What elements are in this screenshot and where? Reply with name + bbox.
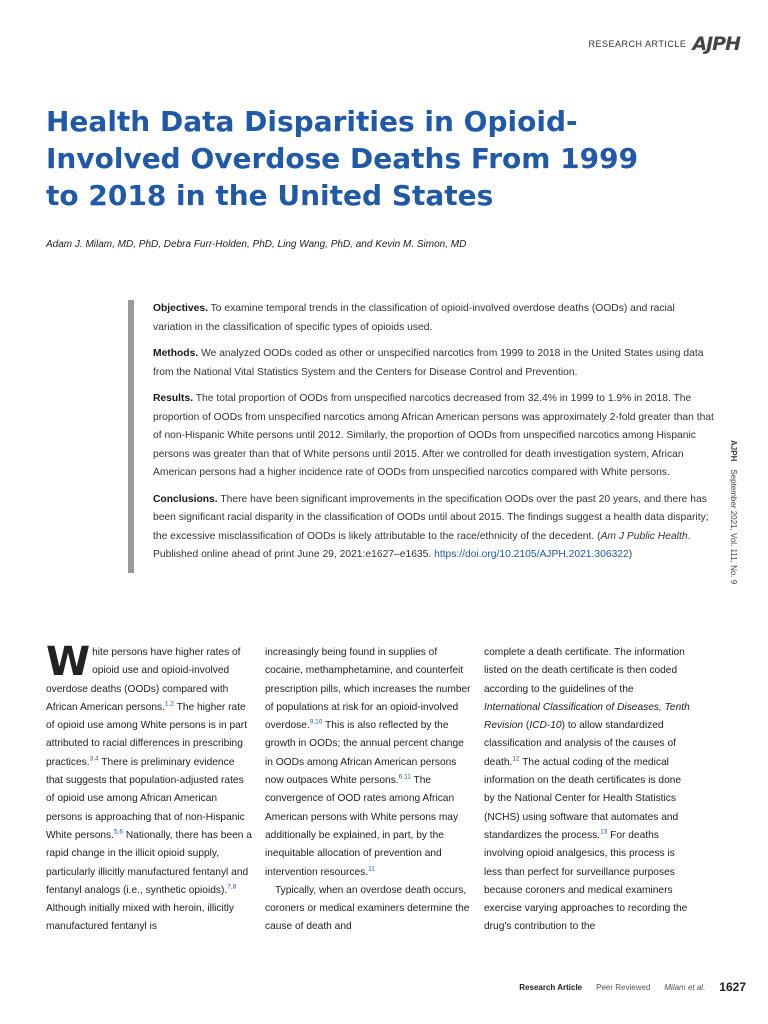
body-text: complete a death certificate. The information listed on the death certificate is then coded according to the guidelines of the: [484, 647, 685, 695]
italic-text: ICD-10: [529, 720, 562, 732]
page-footer: [519, 980, 746, 994]
citation-ref[interactable]: 11: [368, 865, 375, 873]
body-text: The actual coding of the medical information on the death certificates is done by the National Center for Health Statistics (NCHS) using software that automates and standardizes the process.: [484, 756, 682, 841]
objectives-text: To examine temporal trends in the classification of opioid-involved overdose deaths (OODs) and racial variation in the classification of specific types of opioids used.: [153, 303, 675, 333]
body-text: There is preliminary evidence that suggests that population-adjusted rates of opioid use among African American persons is approaching that of non-Hispanic White persons.: [46, 756, 245, 841]
footer-author: Milam et al.: [664, 982, 706, 992]
body-text: hite persons have higher rates of opioid use and opioid-involved overdose deaths (OODs) compared with African American persons.: [46, 647, 241, 713]
methods-text: We analyzed OODs coded as other or unspecified narcotics from 1999 to 2018 in the United States using data from the National Vital Statistics System and the Centers for Disease Control and Prevention.: [153, 348, 704, 378]
body-text: This is also reflected by the growth in OODs; the annual percent change in OODs among African American persons now outpaces White persons.: [265, 720, 464, 787]
issue-sidebar: [729, 440, 738, 584]
abstract-objectives: [153, 300, 715, 337]
abstract-results: [153, 390, 715, 483]
page-number: 1627: [719, 980, 746, 994]
body-text: For deaths involving opioid analgesics, this process is less than perfect for surveillance purposes because coroners and medical examiners exercise varying approaches to recording the drug's contribution to the: [484, 829, 688, 933]
drop-cap: W: [46, 639, 91, 685]
body-text: Nationally, there has been a rapid change in the illicit opioid supply, particularly illicitly manufactured fentanyl and fentanyl analogs (i.e., synthetic opioids).: [46, 829, 252, 896]
body-paragraph: [484, 644, 692, 937]
body-text: Although initially mixed with heroin, illicitly manufactured fentanyl is: [46, 903, 234, 933]
methods-label: Methods.: [153, 348, 199, 359]
body-text: The higher rate of opioid use among White persons is in part attributed to racial differences in prescribing practices.: [46, 701, 248, 768]
citation-ref[interactable]: 5,6: [113, 828, 123, 836]
citation-ref[interactable]: 13: [600, 828, 608, 836]
results-text: The total proportion of OODs from unspecified narcotics decreased from 32.4% in 1999 to 1.9% in 2018. The proportion of OODs from unspecified narcotics among African American persons was approximately 2-fold greater than that of non-Hispanic White persons until 2012. Similarly, the proportion of OODs from unspecified narcotics among Hispanic persons was greater than that of White persons until 2015. After we controlled for death investigation system, African American persons had a higher incidence rate of OODs from unspecified narcotics compared with White persons.: [153, 393, 714, 478]
citation-ref[interactable]: 7,8: [227, 883, 237, 891]
objectives-label: Objectives.: [153, 303, 208, 314]
doi-link[interactable]: https://doi.org/10.2105/AJPH.2021.306322: [434, 549, 629, 560]
body-text: (: [523, 720, 530, 732]
body-column-2: [265, 644, 473, 937]
citation-ref[interactable]: 9,10: [309, 718, 323, 726]
body-paragraph: [46, 639, 254, 937]
article-title: Health Data Disparities in Opioid-Involved Overdose Deaths From 1999 to 2018 in the United States: [46, 105, 639, 212]
journal-logo: AJPH: [692, 33, 740, 55]
abstract-methods: [153, 345, 715, 382]
author-list: Adam J. Milam, MD, PhD, Debra Furr-Holden, PhD, Ling Wang, PhD, and Kevin M. Simon, MD: [46, 239, 467, 250]
italic-text: International Classification of Diseases, Tenth Revision: [484, 701, 690, 732]
citation-ref[interactable]: 1,2: [164, 700, 174, 708]
section-label: RESEARCH ARTICLE: [588, 39, 687, 49]
body-text: increasingly being found in supplies of cocaine, methamphetamine, and counterfeit prescription pills, which increases the number of populations at risk for an opioid-involved overdose.: [265, 647, 471, 732]
body-text: The convergence of OOD rates among African American persons with White persons may additionally be explained, in part, by the inequitable allocation of prevention and intervention resources.: [265, 775, 459, 878]
citation-ref[interactable]: 12: [512, 755, 520, 763]
conclusions-text: There have been significant improvements in the specification OODs over the past 20 years, and there has been significant racial disparity in the classification of OODs until about 2015. The findings suggest a health data disparity; the excessive misclassification of OODs is likely attributable to the race/ethnicity of the decedent. (: [153, 493, 709, 542]
footer-section: Research Article: [519, 982, 583, 992]
body-column-1: [46, 639, 254, 937]
conclusions-label: Conclusions.: [153, 493, 218, 505]
results-label: Results.: [153, 393, 194, 404]
body-paragraph: Typically, when an overdose death occurs, coroners or medical examiners determine the cause of death and: [265, 884, 470, 933]
page-header: [589, 33, 740, 55]
citation-journal: Am J Public Health: [600, 530, 688, 542]
abstract-box: [128, 300, 715, 573]
body-column-3: [484, 644, 692, 937]
footer-review: Peer Reviewed: [596, 982, 651, 992]
citation-ref[interactable]: 6,11: [398, 773, 411, 781]
citation-details: . Published online ahead of print June 29, 2021:e1627–e1635.: [153, 530, 691, 560]
body-paragraph: [265, 644, 473, 882]
citation-close: ): [628, 549, 633, 560]
abstract-conclusions: [153, 491, 715, 565]
sidebar-journal: AJPH: [729, 440, 738, 462]
body-text: ) to allow standardized classification and analysis of the causes of death.: [484, 720, 676, 768]
citation-ref[interactable]: 3,4: [89, 755, 99, 763]
sidebar-issue: September 2021, Vol. 111, No. 9: [729, 469, 738, 585]
